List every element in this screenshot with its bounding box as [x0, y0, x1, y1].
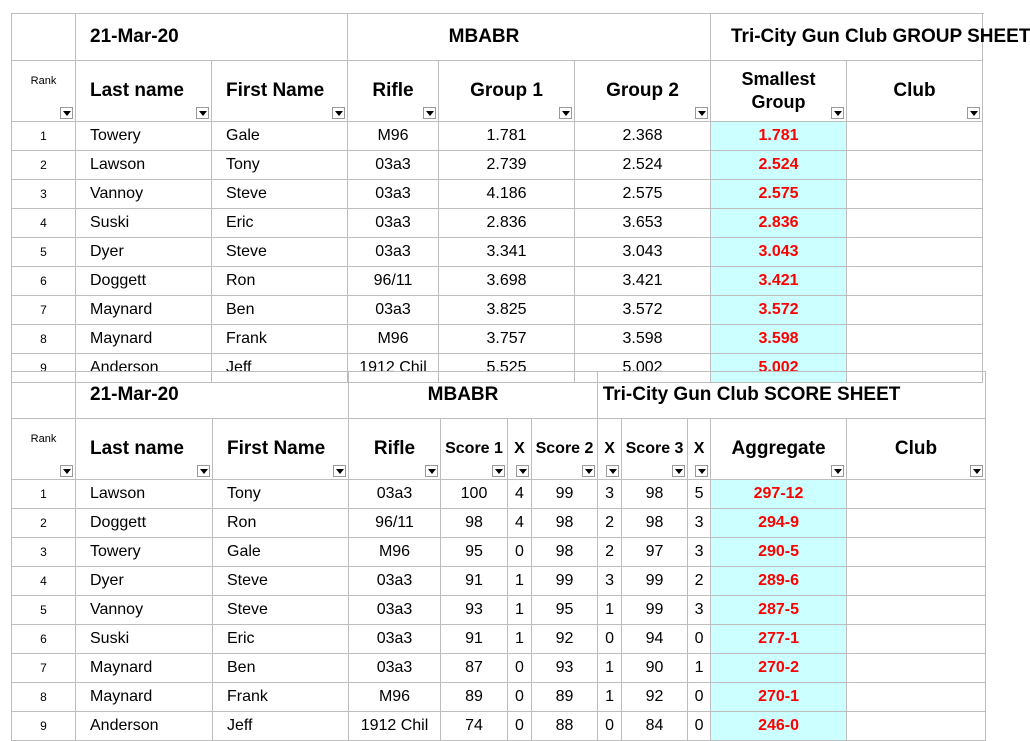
club-cell[interactable] [847, 238, 983, 267]
filter-dropdown-icon[interactable] [60, 107, 73, 119]
header-smallest-label: Smallest [741, 69, 816, 89]
table-row [12, 654, 986, 683]
score-date[interactable]: 21-Mar-20 [76, 372, 349, 419]
group-2-cell[interactable]: 2.524 [575, 151, 711, 180]
table-row [12, 122, 983, 151]
last-name-cell[interactable]: Anderson [76, 712, 213, 741]
club-cell[interactable] [847, 209, 983, 238]
club-cell[interactable] [847, 325, 983, 354]
score-1-cell[interactable]: 91 [441, 567, 508, 596]
header-score-2[interactable] [532, 419, 598, 480]
score-1-cell[interactable]: 100 [441, 480, 508, 509]
last-name-cell[interactable]: Doggett [76, 509, 213, 538]
table-row [12, 509, 986, 538]
table-row [12, 596, 986, 625]
rank-cell[interactable]: 4 [12, 567, 76, 596]
x-3-cell[interactable]: 2 [688, 567, 711, 596]
rank-cell[interactable]: 7 [12, 654, 76, 683]
header-rank-label: Rank [30, 75, 57, 87]
first-name-cell[interactable]: Steve [213, 567, 349, 596]
header-x-1-label: X [514, 440, 525, 457]
x-3-cell[interactable]: 0 [688, 712, 711, 741]
last-name-cell[interactable]: Maynard [76, 683, 213, 712]
first-name-cell[interactable]: Steve [212, 180, 348, 209]
filter-dropdown-icon[interactable] [516, 465, 529, 477]
first-name-cell[interactable]: Tony [213, 480, 349, 509]
filter-dropdown-icon[interactable] [423, 107, 436, 119]
header-score-1-label: Score 1 [445, 440, 503, 457]
header-club[interactable] [847, 61, 983, 122]
filter-dropdown-icon[interactable] [559, 107, 572, 119]
x-2-cell[interactable]: 3 [598, 567, 622, 596]
table-row [12, 712, 986, 741]
first-name-cell[interactable]: Ben [212, 296, 348, 325]
header-group-2-label: Group 2 [606, 80, 679, 101]
score-1-cell[interactable]: 87 [441, 654, 508, 683]
header-score-3-label: Score 3 [625, 440, 684, 457]
club-cell[interactable] [847, 538, 986, 567]
header-club-label: Club [894, 438, 938, 459]
smallest-group-cell[interactable]: 2.836 [711, 209, 847, 238]
smallest-group-cell[interactable]: 3.043 [711, 238, 847, 267]
aggregate-cell[interactable]: 290-5 [711, 538, 847, 567]
last-name-cell[interactable]: Lawson [76, 151, 212, 180]
rifle-cell[interactable]: 03a3 [349, 480, 441, 509]
filter-dropdown-icon[interactable] [606, 465, 619, 477]
aggregate-cell[interactable]: 270-2 [711, 654, 847, 683]
filter-dropdown-icon[interactable] [60, 465, 73, 477]
first-name-cell[interactable]: Eric [212, 209, 348, 238]
x-2-cell[interactable]: 1 [598, 596, 622, 625]
x-2-cell[interactable]: 0 [598, 625, 622, 654]
rifle-cell[interactable]: M96 [348, 122, 439, 151]
x-1-cell[interactable]: 0 [508, 538, 532, 567]
score-1-cell[interactable]: 95 [441, 538, 508, 567]
header-group-2[interactable] [575, 61, 711, 122]
rank-cell[interactable]: 4 [12, 209, 76, 238]
score-1-cell[interactable]: 89 [441, 683, 508, 712]
header-first-name-label: First Name [227, 438, 326, 459]
header-first-name[interactable] [212, 61, 348, 122]
header-aggregate-label: Aggregate [731, 438, 826, 459]
rifle-cell[interactable]: M96 [349, 683, 441, 712]
club-cell[interactable] [847, 712, 986, 741]
filter-dropdown-icon[interactable] [695, 107, 708, 119]
title-blank-cell [12, 14, 76, 61]
group-1-cell[interactable]: 3.757 [439, 325, 575, 354]
filter-dropdown-icon[interactable] [672, 465, 685, 477]
header-score-1[interactable] [441, 419, 508, 480]
group-2-cell[interactable]: 5.002 [575, 354, 711, 383]
club-cell[interactable] [847, 296, 983, 325]
rank-cell[interactable]: 3 [12, 180, 76, 209]
score-1-cell[interactable]: 91 [441, 625, 508, 654]
rifle-cell[interactable]: 03a3 [348, 209, 439, 238]
filter-dropdown-icon[interactable] [582, 465, 595, 477]
first-name-cell[interactable]: Ron [212, 267, 348, 296]
header-group-label: Group [751, 92, 806, 112]
score-match-name[interactable]: MBABR [349, 372, 598, 419]
score-header-row [12, 419, 986, 480]
group-1-cell[interactable]: 1.781 [439, 122, 575, 151]
first-name-cell[interactable]: Jeff [212, 354, 348, 383]
table-row [12, 625, 986, 654]
rank-cell[interactable]: 6 [12, 267, 76, 296]
score-2-cell[interactable]: 88 [532, 712, 598, 741]
score-1-cell[interactable]: 74 [441, 712, 508, 741]
header-rank[interactable] [12, 419, 76, 480]
aggregate-cell[interactable]: 294-9 [711, 509, 847, 538]
rank-cell[interactable]: 9 [12, 712, 76, 741]
x-1-cell[interactable]: 4 [508, 480, 532, 509]
last-name-cell[interactable]: Dyer [76, 567, 213, 596]
rank-cell[interactable]: 9 [12, 354, 76, 383]
rifle-cell[interactable]: 1912 Chil [349, 712, 441, 741]
rifle-cell[interactable]: 03a3 [348, 151, 439, 180]
score-2-cell[interactable]: 98 [532, 509, 598, 538]
rifle-cell[interactable]: M96 [348, 325, 439, 354]
header-x-2-label: X [604, 440, 615, 457]
aggregate-cell[interactable]: 289-6 [711, 567, 847, 596]
smallest-group-cell[interactable]: 5.002 [711, 354, 847, 383]
header-club[interactable] [847, 419, 986, 480]
first-name-cell[interactable]: Frank [213, 683, 349, 712]
score-3-cell[interactable]: 94 [622, 625, 688, 654]
first-name-cell[interactable]: Gale [212, 122, 348, 151]
rank-cell[interactable]: 5 [12, 238, 76, 267]
filter-dropdown-icon[interactable] [425, 465, 438, 477]
score-sheet-title[interactable]: Tri-City Gun Club SCORE SHEET [598, 372, 986, 419]
filter-dropdown-icon[interactable] [333, 465, 346, 477]
rifle-cell[interactable]: 03a3 [349, 567, 441, 596]
table-row [12, 296, 983, 325]
filter-dropdown-icon[interactable] [196, 107, 209, 119]
score-2-cell[interactable]: 92 [532, 625, 598, 654]
x-2-cell[interactable]: 0 [598, 712, 622, 741]
score-3-cell[interactable]: 97 [622, 538, 688, 567]
first-name-cell[interactable]: Frank [212, 325, 348, 354]
rank-cell[interactable]: 8 [12, 325, 76, 354]
rifle-cell[interactable]: M96 [349, 538, 441, 567]
group-sheet-body [12, 122, 983, 383]
smallest-group-cell[interactable]: 1.781 [711, 122, 847, 151]
rank-cell[interactable]: 7 [12, 296, 76, 325]
table-row [12, 209, 983, 238]
rank-cell[interactable]: 6 [12, 625, 76, 654]
score-3-cell[interactable]: 92 [622, 683, 688, 712]
first-name-cell[interactable]: Jeff [213, 712, 349, 741]
last-name-cell[interactable]: Vannoy [76, 180, 212, 209]
group-2-cell[interactable]: 3.043 [575, 238, 711, 267]
header-score-3[interactable] [622, 419, 688, 480]
table-row [12, 567, 986, 596]
header-last-name[interactable] [76, 419, 213, 480]
header-last-name-label: Last name [90, 80, 184, 101]
group-1-cell[interactable]: 2.836 [439, 209, 575, 238]
last-name-cell[interactable]: Suski [76, 625, 213, 654]
aggregate-cell[interactable]: 246-0 [711, 712, 847, 741]
first-name-cell[interactable]: Steve [212, 238, 348, 267]
header-rank[interactable] [12, 61, 76, 122]
first-name-cell[interactable]: Ron [213, 509, 349, 538]
last-name-cell[interactable]: Towery [76, 122, 212, 151]
filter-dropdown-icon[interactable] [831, 107, 844, 119]
rank-cell[interactable]: 2 [12, 509, 76, 538]
group-2-cell[interactable]: 2.575 [575, 180, 711, 209]
group-sheet-title[interactable]: Tri-City Gun Club GROUP SHEET [711, 14, 983, 61]
last-name-cell[interactable]: Doggett [76, 267, 212, 296]
header-aggregate[interactable] [711, 419, 847, 480]
score-2-cell[interactable]: 93 [532, 654, 598, 683]
score-sheet-table [11, 371, 986, 741]
score-2-cell[interactable]: 99 [532, 567, 598, 596]
header-rifle[interactable] [348, 61, 439, 122]
rifle-cell[interactable]: 96/11 [348, 267, 439, 296]
x-1-cell[interactable]: 1 [508, 625, 532, 654]
last-name-cell[interactable]: Maynard [76, 296, 212, 325]
x-3-cell[interactable]: 3 [688, 509, 711, 538]
header-last-name[interactable] [76, 61, 212, 122]
last-name-cell[interactable]: Maynard [76, 325, 212, 354]
last-name-cell[interactable]: Dyer [76, 238, 212, 267]
first-name-cell[interactable]: Tony [212, 151, 348, 180]
club-cell[interactable] [847, 596, 986, 625]
score-sheet-body [12, 480, 986, 741]
rifle-cell[interactable]: 03a3 [348, 180, 439, 209]
club-cell[interactable] [847, 151, 983, 180]
first-name-cell[interactable]: Ben [213, 654, 349, 683]
x-3-cell[interactable]: 1 [688, 654, 711, 683]
score-3-cell[interactable]: 98 [622, 480, 688, 509]
group-1-cell[interactable]: 2.739 [439, 151, 575, 180]
filter-dropdown-icon[interactable] [970, 465, 983, 477]
header-rifle[interactable] [349, 419, 441, 480]
rifle-cell[interactable]: 03a3 [348, 296, 439, 325]
group-2-cell[interactable]: 3.653 [575, 209, 711, 238]
group-title-row [12, 14, 983, 61]
header-club-label: Club [893, 80, 936, 101]
group-1-cell[interactable]: 4.186 [439, 180, 575, 209]
aggregate-cell[interactable]: 287-5 [711, 596, 847, 625]
x-2-cell[interactable]: 3 [598, 480, 622, 509]
rifle-cell[interactable]: 03a3 [349, 625, 441, 654]
group-sheet-table [11, 13, 1030, 383]
filter-dropdown-icon[interactable] [492, 465, 505, 477]
filter-dropdown-icon[interactable] [695, 465, 708, 477]
filter-dropdown-icon[interactable] [332, 107, 345, 119]
score-3-cell[interactable]: 98 [622, 509, 688, 538]
rank-cell[interactable]: 1 [12, 122, 76, 151]
first-name-cell[interactable]: Eric [213, 625, 349, 654]
header-score-2-label: Score 2 [535, 440, 594, 457]
x-1-cell[interactable]: 0 [508, 654, 532, 683]
table-row [12, 325, 983, 354]
last-name-cell[interactable]: Lawson [76, 480, 213, 509]
header-rifle-label: Rifle [373, 438, 416, 459]
table-row [12, 538, 986, 567]
x-3-cell[interactable]: 0 [688, 625, 711, 654]
score-title-row [12, 372, 986, 419]
header-rifle-label: Rifle [372, 80, 414, 101]
x-2-cell[interactable]: 1 [598, 683, 622, 712]
last-name-cell[interactable]: Towery [76, 538, 213, 567]
club-cell[interactable] [847, 267, 983, 296]
rifle-cell[interactable]: 1912 Chil [348, 354, 439, 383]
smallest-group-cell[interactable]: 2.524 [711, 151, 847, 180]
group-date[interactable]: 21-Mar-20 [76, 14, 348, 61]
group-2-cell[interactable]: 2.368 [575, 122, 711, 151]
score-2-cell[interactable]: 95 [532, 596, 598, 625]
x-2-cell[interactable]: 2 [598, 538, 622, 567]
score-2-cell[interactable]: 98 [532, 538, 598, 567]
x-3-cell[interactable]: 0 [688, 683, 711, 712]
club-cell[interactable] [847, 180, 983, 209]
club-cell[interactable] [847, 683, 986, 712]
group-1-cell[interactable]: 5.525 [439, 354, 575, 383]
x-3-cell[interactable]: 5 [688, 480, 711, 509]
aggregate-cell[interactable]: 297-12 [711, 480, 847, 509]
table-row [12, 267, 983, 296]
header-group-1[interactable] [439, 61, 575, 122]
smallest-group-cell[interactable]: 3.572 [711, 296, 847, 325]
smallest-group-cell[interactable]: 3.598 [711, 325, 847, 354]
smallest-group-cell[interactable]: 3.421 [711, 267, 847, 296]
group-1-cell[interactable]: 3.341 [439, 238, 575, 267]
score-3-cell[interactable]: 99 [622, 567, 688, 596]
group-header-row [12, 61, 983, 122]
group-1-cell[interactable]: 3.698 [439, 267, 575, 296]
score-2-cell[interactable]: 99 [532, 480, 598, 509]
score-3-cell[interactable]: 90 [622, 654, 688, 683]
header-smallest-group[interactable] [711, 61, 847, 122]
table-row [12, 238, 983, 267]
x-3-cell[interactable]: 3 [688, 538, 711, 567]
club-cell[interactable] [847, 122, 983, 151]
header-x-1[interactable] [508, 419, 532, 480]
filter-dropdown-icon[interactable] [831, 465, 844, 477]
table-row [12, 151, 983, 180]
filter-dropdown-icon[interactable] [197, 465, 210, 477]
group-2-cell[interactable]: 3.421 [575, 267, 711, 296]
table-row [12, 683, 986, 712]
group-2-cell[interactable]: 3.572 [575, 296, 711, 325]
aggregate-cell[interactable]: 277-1 [711, 625, 847, 654]
club-cell[interactable] [847, 567, 986, 596]
first-name-cell[interactable]: Gale [213, 538, 349, 567]
header-rank-label: Rank [30, 433, 57, 445]
x-3-cell[interactable]: 3 [688, 596, 711, 625]
rank-cell[interactable]: 2 [12, 151, 76, 180]
last-name-cell[interactable]: Anderson [76, 354, 212, 383]
club-cell[interactable] [847, 480, 986, 509]
club-cell[interactable] [847, 625, 986, 654]
rifle-cell[interactable]: 96/11 [349, 509, 441, 538]
rank-cell[interactable]: 8 [12, 683, 76, 712]
rank-cell[interactable]: 3 [12, 538, 76, 567]
title-blank-cell [12, 372, 76, 419]
filter-dropdown-icon[interactable] [967, 107, 980, 119]
score-3-cell[interactable]: 84 [622, 712, 688, 741]
x-2-cell[interactable]: 2 [598, 509, 622, 538]
x-1-cell[interactable]: 1 [508, 567, 532, 596]
rifle-cell[interactable]: 03a3 [349, 596, 441, 625]
group-match-name[interactable]: MBABR [348, 14, 711, 61]
table-row [12, 180, 983, 209]
header-x-2[interactable] [598, 419, 622, 480]
x-1-cell[interactable]: 0 [508, 712, 532, 741]
header-group-1-label: Group 1 [470, 80, 543, 101]
rifle-cell[interactable]: 03a3 [348, 238, 439, 267]
group-2-cell[interactable]: 3.598 [575, 325, 711, 354]
header-x-3[interactable] [688, 419, 711, 480]
rank-cell[interactable]: 5 [12, 596, 76, 625]
header-first-name[interactable] [213, 419, 349, 480]
x-1-cell[interactable]: 0 [508, 683, 532, 712]
smallest-group-cell[interactable]: 2.575 [711, 180, 847, 209]
table-row [12, 480, 986, 509]
header-x-3-label: X [693, 440, 705, 457]
group-1-cell[interactable]: 3.825 [439, 296, 575, 325]
first-name-cell[interactable]: Steve [213, 596, 349, 625]
header-first-name-label: First Name [226, 80, 325, 101]
last-name-cell[interactable]: Vannoy [76, 596, 213, 625]
rifle-cell[interactable]: 03a3 [349, 654, 441, 683]
score-1-cell[interactable]: 93 [441, 596, 508, 625]
x-2-cell[interactable]: 1 [598, 654, 622, 683]
club-cell[interactable] [847, 654, 986, 683]
x-1-cell[interactable]: 1 [508, 596, 532, 625]
last-name-cell[interactable]: Maynard [76, 654, 213, 683]
club-cell[interactable] [847, 509, 986, 538]
header-last-name-label: Last name [90, 438, 184, 459]
score-1-cell[interactable]: 98 [441, 509, 508, 538]
aggregate-cell[interactable]: 270-1 [711, 683, 847, 712]
score-3-cell[interactable]: 99 [622, 596, 688, 625]
score-2-cell[interactable]: 89 [532, 683, 598, 712]
last-name-cell[interactable]: Suski [76, 209, 212, 238]
x-1-cell[interactable]: 4 [508, 509, 532, 538]
rank-cell[interactable]: 1 [12, 480, 76, 509]
